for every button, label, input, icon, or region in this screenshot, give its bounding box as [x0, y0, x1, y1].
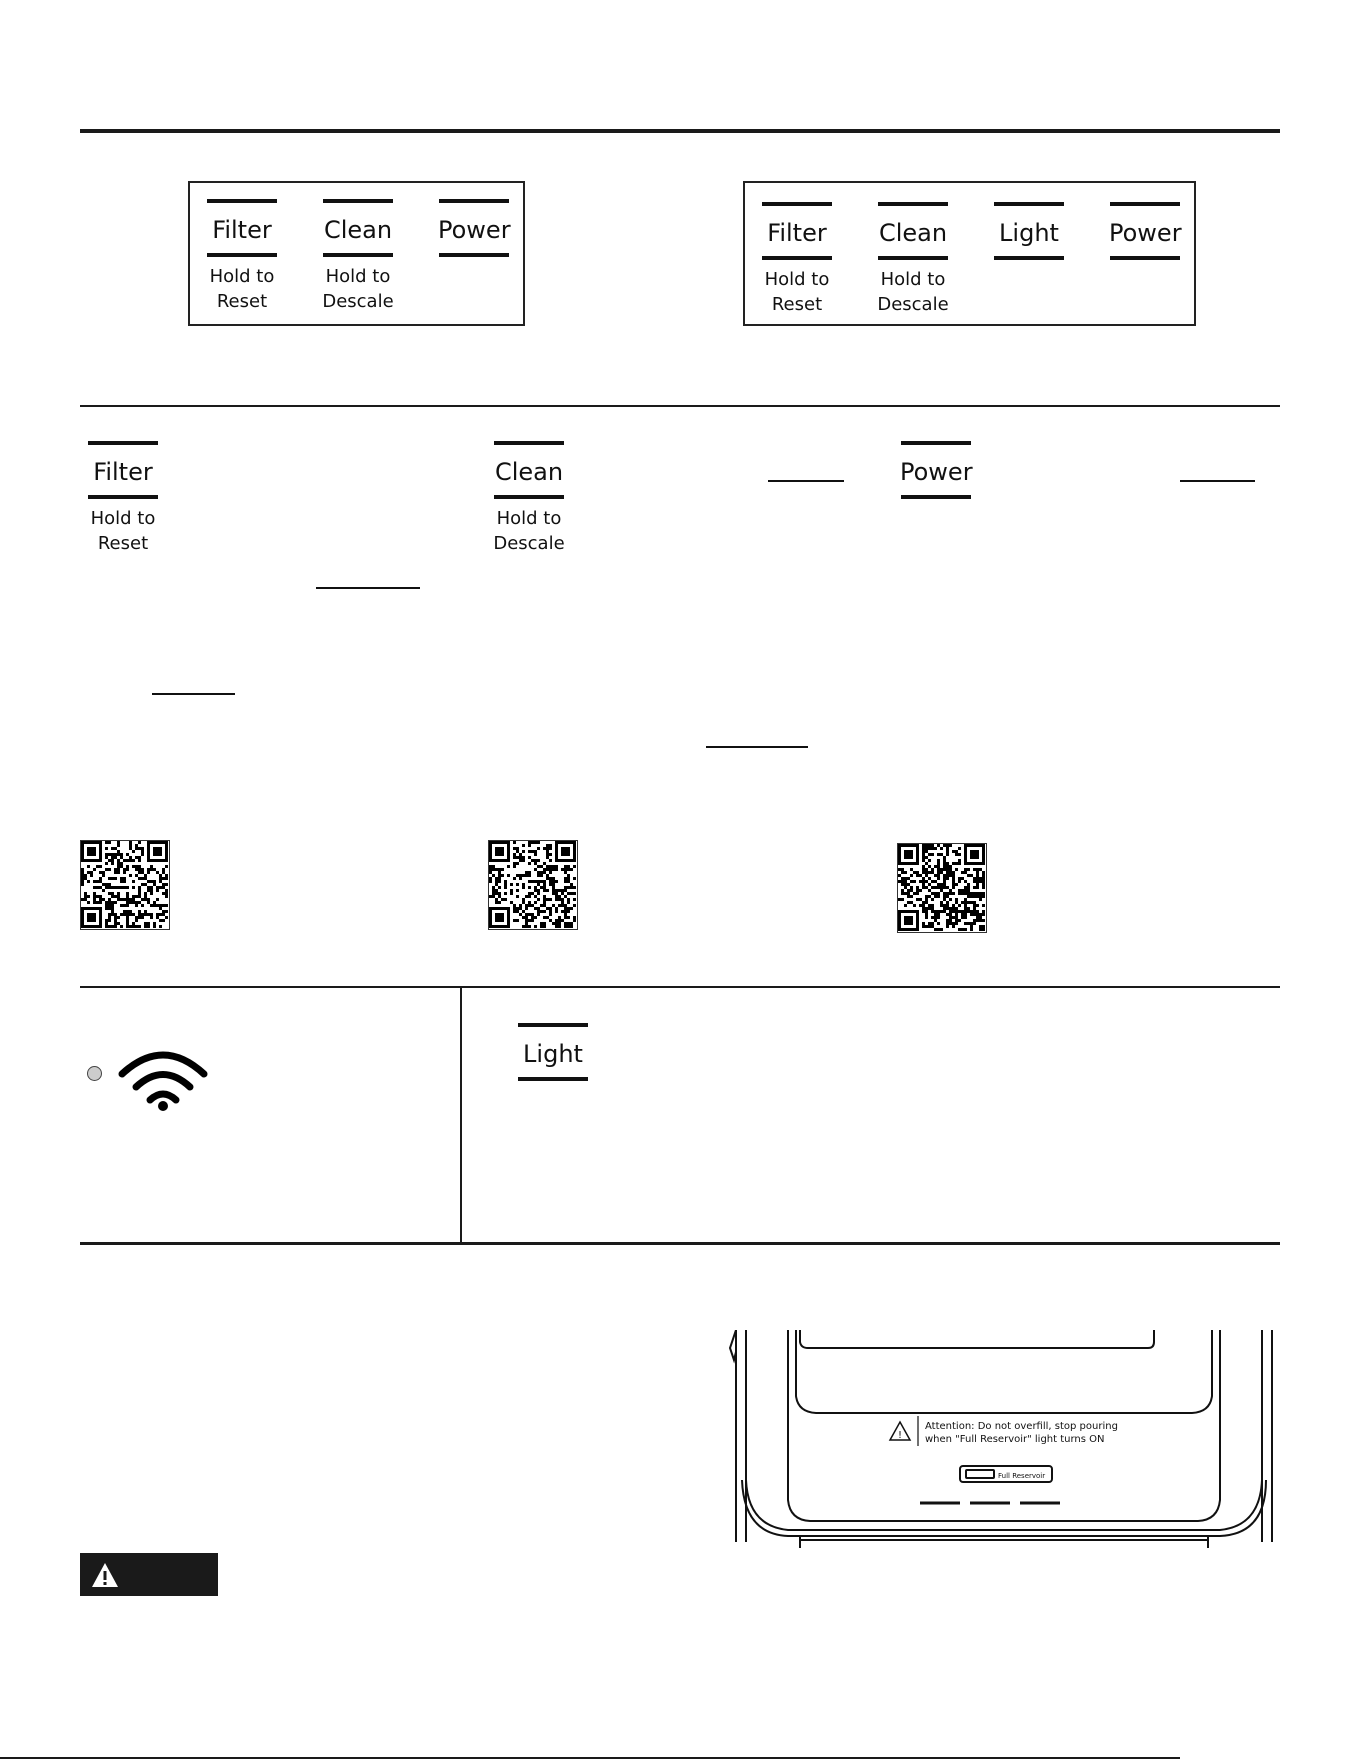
table-bottom-rule — [80, 1242, 1280, 1245]
wifi-status-dot — [87, 1066, 102, 1081]
appliance-illustration — [720, 1330, 1280, 1550]
button-label: Clean — [878, 219, 948, 247]
control-panel-4-button — [743, 181, 1196, 326]
qr-code-clean[interactable] — [488, 840, 578, 930]
control-panel-3-button — [188, 181, 525, 326]
control-sub-label: Hold to Reset — [90, 508, 156, 554]
warning-badge — [80, 1553, 218, 1596]
button-label: Light — [999, 219, 1059, 247]
panel-button-filter[interactable] — [761, 202, 833, 317]
warning-triangle-icon — [90, 1560, 120, 1590]
panel-button-clean[interactable] — [322, 199, 394, 314]
top-rule — [80, 129, 1280, 133]
control-label: Filter — [93, 458, 153, 486]
underline-mark — [706, 746, 808, 748]
attention-text-line2: when "Full Reservoir" light turns ON — [925, 1434, 1105, 1445]
control-power — [900, 441, 972, 499]
control-light — [517, 1023, 589, 1081]
button-label: Clean — [323, 216, 393, 244]
button-sub-label: Hold to Reset — [209, 266, 275, 312]
panel-button-clean[interactable] — [877, 202, 949, 317]
button-label: Power — [1109, 219, 1182, 247]
control-label: Power — [900, 458, 973, 486]
table-divider — [460, 987, 462, 1243]
svg-text:!: ! — [897, 1430, 903, 1441]
wifi-icon — [118, 1044, 208, 1116]
control-sub-label: Hold to Descale — [493, 508, 565, 554]
qr-code-filter[interactable] — [80, 840, 170, 930]
control-clean — [493, 441, 565, 556]
full-reservoir-label: Full Reservoir — [998, 1472, 1046, 1480]
button-sub-label: Hold to Descale — [322, 266, 394, 312]
control-filter — [87, 441, 159, 556]
button-label: Power — [438, 216, 511, 244]
underline-mark — [316, 587, 420, 589]
underline-mark — [152, 693, 235, 695]
section-rule — [80, 405, 1280, 407]
panel-button-filter[interactable] — [206, 199, 278, 314]
underline-mark — [768, 480, 844, 482]
button-label: Filter — [212, 216, 272, 244]
panel-button-power[interactable] — [1109, 202, 1181, 260]
button-sub-label: Hold to Descale — [877, 269, 949, 315]
button-sub-label: Hold to Reset — [764, 269, 830, 315]
panel-button-light[interactable] — [993, 202, 1065, 260]
panel-button-power[interactable] — [438, 199, 510, 257]
control-label: Light — [523, 1040, 583, 1068]
bottom-rule — [0, 1757, 1180, 1759]
button-label: Filter — [767, 219, 827, 247]
qr-code-power[interactable] — [897, 843, 987, 933]
underline-mark — [1180, 480, 1255, 482]
control-label: Clean — [494, 458, 564, 486]
attention-text-line1: Attention: Do not overfill, stop pouring — [925, 1421, 1118, 1432]
table-top-rule — [80, 986, 1280, 988]
